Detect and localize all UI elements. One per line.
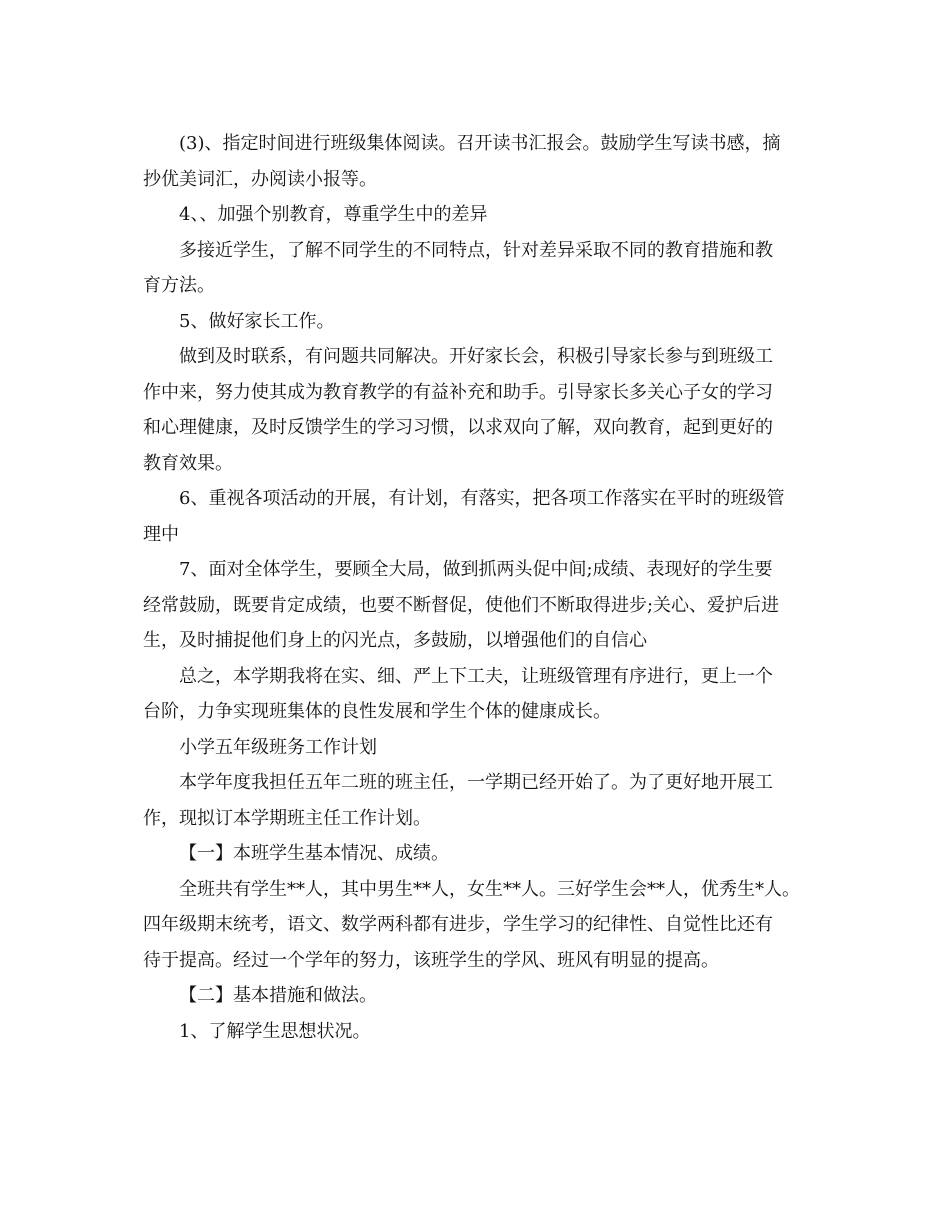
section-heading: 5、做好家长工作。 bbox=[179, 310, 335, 332]
text-line: 作，现拟订本学期班主任工作计划。 bbox=[143, 807, 431, 829]
text-line: 本学年度我担任五年二班的班主任，一学期已经开始了。为了更好地开展工 bbox=[179, 772, 773, 793]
text-line: 四年级期末统考，语文、数学两科都有进步，学生学习的纪律性、自觉性比还有 bbox=[143, 914, 773, 935]
text-line: 全班共有学生**人，其中男生**人，女生**人。三好学生会**人，优秀生*人。 bbox=[179, 878, 800, 900]
text-line: 生，及时捕捉他们身上的闪光点，多鼓励，以增强他们的自信心 bbox=[143, 630, 647, 651]
document-subtitle: 小学五年级班务工作计划 bbox=[179, 736, 377, 758]
section-heading: 【一】本班学生基本情况、成绩。 bbox=[179, 843, 449, 864]
text-line: 教育效果。 bbox=[143, 452, 233, 474]
text-line: 抄优美词汇，办阅读小报等。 bbox=[143, 168, 377, 190]
text-line: 总之，本学期我将在实、细、严上下工夫，让班级管理有序进行，更上一个 bbox=[179, 665, 773, 687]
text-line: 和心理健康，及时反馈学生的学习习惯，以求双向了解，双向教育，起到更好的 bbox=[143, 417, 773, 438]
section-heading: 1、了解学生思想状况。 bbox=[179, 1020, 371, 1042]
text-line: 育方法。 bbox=[143, 275, 215, 296]
text-line: 理中 bbox=[143, 523, 179, 545]
text-line: 作中来，努力使其成为教育教学的有益补充和助手。引导家长多关心子女的学习 bbox=[143, 381, 773, 403]
text-line: 待于提高。经过一个学年的努力，该班学生的学风、班风有明显的提高。 bbox=[143, 949, 719, 971]
document-body bbox=[143, 126, 823, 1049]
text-line: 台阶，力争实现班集体的良性发展和学生个体的健康成长。 bbox=[143, 701, 611, 722]
text-line: 6、重视各项活动的开展，有计划，有落实，把各项工作落实在平时的班级管 bbox=[179, 488, 785, 509]
text-line: 做到及时联系，有问题共同解决。开好家长会，积极引导家长参与到班级工 bbox=[179, 346, 773, 367]
text-line: 经常鼓励，既要肯定成绩，也要不断督促，使他们不断取得进步;关心、爱护后进 bbox=[143, 594, 780, 616]
section-heading: 4、、加强个别教育，尊重学生中的差异 bbox=[179, 204, 488, 225]
section-heading: 【二】基本措施和做法。 bbox=[179, 985, 377, 1006]
text-line: 多接近学生，了解不同学生的不同特点，针对差异采取不同的教育措施和教 bbox=[179, 239, 773, 261]
text-line: (3)、指定时间进行班级集体阅读。召开读书汇报会。鼓励学生写读书感，摘 bbox=[179, 133, 781, 154]
text-line: 7、面对全体学生，要顾全大局，做到抓两头促中间;成绩、表现好的学生要 bbox=[179, 559, 773, 580]
